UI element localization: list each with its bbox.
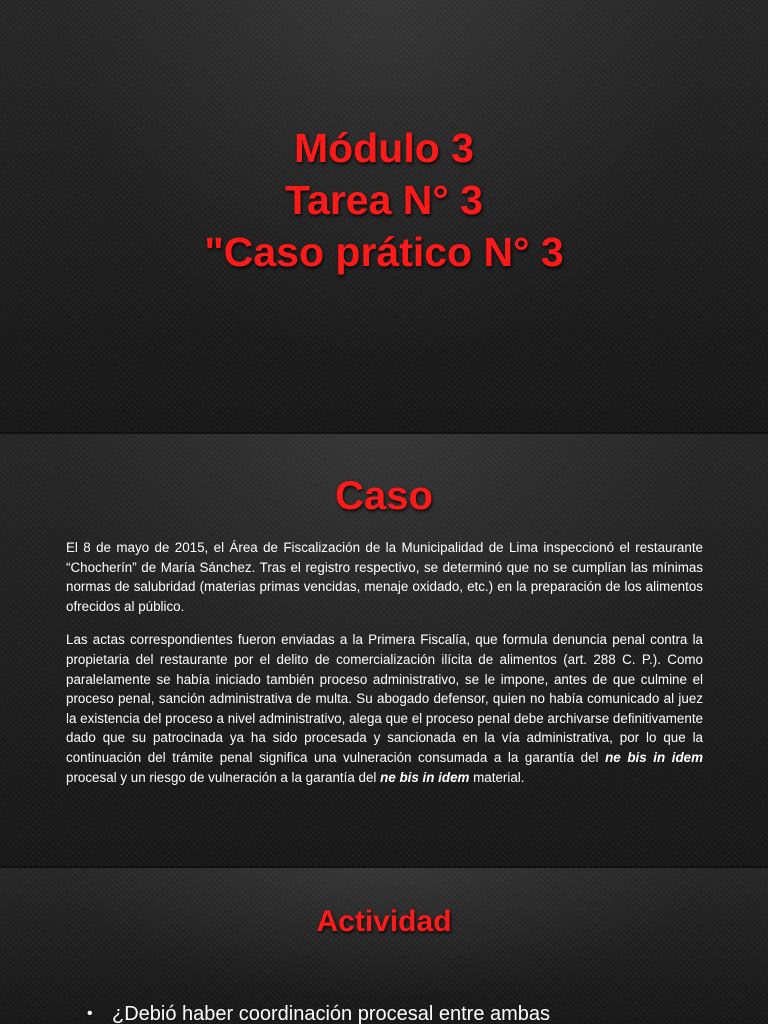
case-paragraph-2-text-a: Las actas correspondientes fueron enviadas a la Primera Fiscalía, que formula denuncia penal contra la propietaria del restaurante por el delito de comercialización ilícita de alimentos (art. 288 C. P.). Como paralelamente se había iniciado también proceso administrativo, se le impone, antes de que culmine el proceso penal, sanción administrativa de multa. Su abogado defensor, quien no había comunicado al juez la existencia del proceso a nivel administrativo, alega que el proceso penal debe archivarse definitivamente dado que su patrocinada ya ha sido procesada y sancionada en la vía administrativa, por lo que la continuación del trámite penal significa una vulneración consumada a la garantía del [66, 632, 703, 765]
activity-question-text: ¿Debió haber coordinación procesal entre ambas [112, 1003, 551, 1024]
presentation-title [0, 122, 768, 278]
activity-question-list [87, 1001, 708, 1024]
slide-activity [0, 868, 768, 1024]
case-emphasis-ne-bis-in-idem-1: ne bis in idem [605, 749, 703, 765]
activity-question [87, 1001, 708, 1024]
slide-case [0, 434, 768, 866]
title-line-module: Módulo 3 [294, 125, 474, 171]
case-paragraph-2 [66, 630, 703, 787]
slide-title [0, 0, 768, 432]
case-heading: Caso [335, 474, 433, 518]
case-body [66, 538, 703, 801]
case-emphasis-ne-bis-in-idem-2: ne bis in idem [380, 769, 470, 785]
title-line-task: Tarea N° 3 [285, 177, 483, 223]
case-paragraph-2-text-c: material. [469, 769, 525, 785]
bullet-icon: • [87, 1005, 93, 1022]
case-paragraph-2-text-b: procesal y un riesgo de vulneración a la garantía del [66, 769, 381, 785]
title-line-case: "Caso prático N° 3 [204, 229, 564, 275]
case-paragraph-1: El 8 de mayo de 2015, el Área de Fiscalización de la Municipalidad de Lima inspeccionó el restaurante “Chocherín” de María Sánchez. Tras el registro respectivo, se determinó que no se cumplían las mínimas normas de salubridad (materias primas vencidas, menaje oxidado, etc.) en la preparación de los alimentos ofrecidos al público. [66, 540, 703, 614]
activity-heading: Actividad [316, 905, 452, 938]
